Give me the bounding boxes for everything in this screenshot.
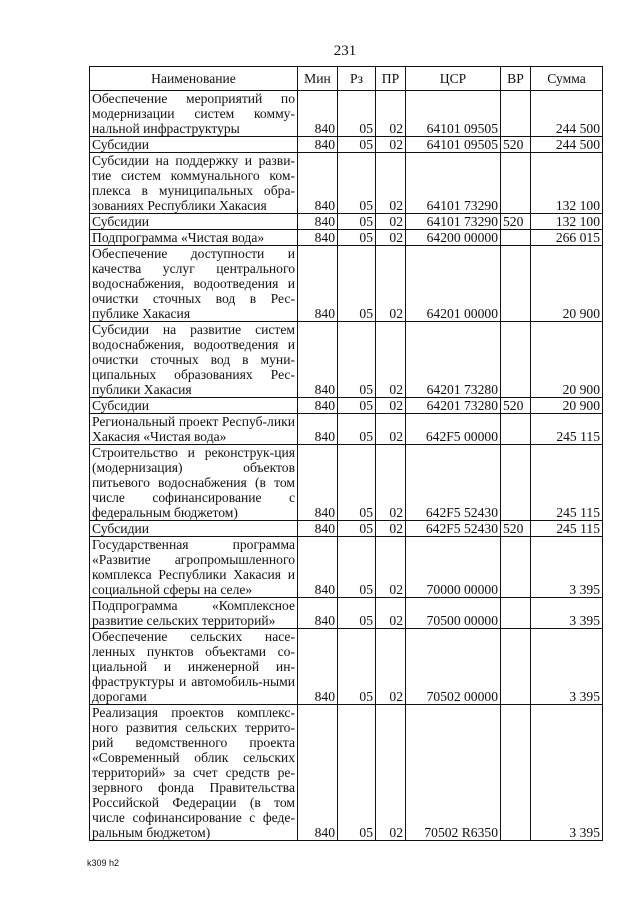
table-row — [90, 705, 603, 841]
row-sum: 3 395 — [531, 598, 603, 629]
row-csr: 642F5 52430 — [406, 521, 501, 537]
row-pr: 02 — [376, 705, 406, 841]
header-min: Мин — [298, 67, 338, 91]
header-csr: ЦСР — [406, 67, 501, 91]
table-row — [90, 598, 603, 629]
row-vr: 520 — [501, 398, 531, 414]
row-vr — [501, 629, 531, 705]
row-min: 840 — [298, 322, 338, 398]
row-sum: 245 115 — [531, 445, 603, 521]
table-row — [90, 537, 603, 598]
row-csr: 70500 00000 — [406, 598, 501, 629]
row-vr — [501, 153, 531, 214]
table-row — [90, 246, 603, 322]
row-rz: 05 — [338, 537, 376, 598]
table-row — [90, 414, 603, 445]
row-sum: 20 900 — [531, 398, 603, 414]
row-vr: 520 — [501, 521, 531, 537]
row-vr — [501, 705, 531, 841]
row-min: 840 — [298, 214, 338, 230]
row-pr: 02 — [376, 414, 406, 445]
row-rz: 05 — [338, 91, 376, 137]
row-min: 840 — [298, 537, 338, 598]
header-vr: ВР — [501, 67, 531, 91]
row-vr — [501, 322, 531, 398]
row-pr: 02 — [376, 629, 406, 705]
row-sum: 244 500 — [531, 91, 603, 137]
row-min: 840 — [298, 521, 338, 537]
row-name: Обеспечение доступности и качества услуг центрального водоснабжения, водоотведения и очистки сточных вод в Рес-публике Хакасия — [90, 246, 298, 322]
row-csr: 64201 00000 — [406, 246, 501, 322]
row-csr: 64101 73290 — [406, 153, 501, 214]
row-rz: 05 — [338, 214, 376, 230]
row-vr — [501, 91, 531, 137]
row-rz: 05 — [338, 137, 376, 153]
table-row — [90, 230, 603, 246]
table-row — [90, 629, 603, 705]
row-name: Подпрограмма «Чистая вода» — [90, 230, 298, 246]
row-min: 840 — [298, 246, 338, 322]
row-rz: 05 — [338, 322, 376, 398]
row-vr: 520 — [501, 214, 531, 230]
row-min: 840 — [298, 153, 338, 214]
row-rz: 05 — [338, 246, 376, 322]
row-csr: 642F5 00000 — [406, 414, 501, 445]
row-csr: 64200 00000 — [406, 230, 501, 246]
row-csr: 64201 73280 — [406, 322, 501, 398]
row-vr — [501, 445, 531, 521]
row-pr: 02 — [376, 91, 406, 137]
row-csr: 70502 R6350 — [406, 705, 501, 841]
table-row — [90, 322, 603, 398]
row-vr — [501, 598, 531, 629]
row-rz: 05 — [338, 629, 376, 705]
row-min: 840 — [298, 598, 338, 629]
table-row — [90, 521, 603, 537]
row-min: 840 — [298, 414, 338, 445]
row-name: Субсидии на развитие систем водоснабжения, водоотведения и очистки сточных вод в муни-ципальных образованиях Рес-публики Хакасия — [90, 322, 298, 398]
row-sum: 266 015 — [531, 230, 603, 246]
row-pr: 02 — [376, 214, 406, 230]
row-sum: 132 100 — [531, 214, 603, 230]
row-rz: 05 — [338, 521, 376, 537]
row-csr: 64101 09505 — [406, 137, 501, 153]
row-csr: 642F5 52430 — [406, 445, 501, 521]
row-name: Субсидии — [90, 398, 298, 414]
row-vr — [501, 537, 531, 598]
budget-table — [89, 66, 603, 841]
row-sum: 3 395 — [531, 629, 603, 705]
row-csr: 64101 09505 — [406, 91, 501, 137]
row-name: Субсидии на поддержку и разви-тие систем коммунального ком-плекса в муниципальных обра-зованиях Республики Хакасия — [90, 153, 298, 214]
table-row — [90, 137, 603, 153]
row-pr: 02 — [376, 322, 406, 398]
row-name: Субсидии — [90, 214, 298, 230]
row-name: Реализация проектов комплекс-ного развития сельских террито-рий ведомственного проекта «Современный облик сельских территорий» за счет средств ре-зервного фонда Правительства Российской Федерации (в том числе софинансирование с феде-ральным бюджетом) — [90, 705, 298, 841]
row-sum: 244 500 — [531, 137, 603, 153]
row-csr: 70000 00000 — [406, 537, 501, 598]
row-min: 840 — [298, 230, 338, 246]
table-row — [90, 214, 603, 230]
row-name: Субсидии — [90, 521, 298, 537]
header-sum: Сумма — [531, 67, 603, 91]
row-min: 840 — [298, 137, 338, 153]
row-csr: 70502 00000 — [406, 629, 501, 705]
row-rz: 05 — [338, 414, 376, 445]
row-sum: 132 100 — [531, 153, 603, 214]
row-min: 840 — [298, 91, 338, 137]
row-name: Обеспечение сельских насе-ленных пунктов объектами со-циальной и инженерной ин-фраструктуры и автомобиль-ными дорогами — [90, 629, 298, 705]
table-row — [90, 153, 603, 214]
row-pr: 02 — [376, 537, 406, 598]
row-name: Региональный проект Респуб-лики Хакасия «Чистая вода» — [90, 414, 298, 445]
table-row — [90, 91, 603, 137]
row-name: Обеспечение мероприятий по модернизации систем комму-нальной инфраструктуры — [90, 91, 298, 137]
row-sum: 245 115 — [531, 414, 603, 445]
row-pr: 02 — [376, 445, 406, 521]
table-header-row — [90, 67, 603, 91]
row-min: 840 — [298, 629, 338, 705]
row-name: Подпрограмма «Комплексное развитие сельских территорий» — [90, 598, 298, 629]
document-code: k309 h2 — [87, 858, 120, 868]
row-vr — [501, 414, 531, 445]
row-rz: 05 — [338, 230, 376, 246]
row-pr: 02 — [376, 246, 406, 322]
row-pr: 02 — [376, 230, 406, 246]
table-row — [90, 398, 603, 414]
row-csr: 64101 73290 — [406, 214, 501, 230]
header-pr: ПР — [376, 67, 406, 91]
row-name: Субсидии — [90, 137, 298, 153]
row-rz: 05 — [338, 598, 376, 629]
row-vr — [501, 230, 531, 246]
row-name: Строительство и реконструк-ция (модернизация) объектов питьевого водоснабжения (в том числе софинансирование с федеральным бюджетом) — [90, 445, 298, 521]
row-vr — [501, 246, 531, 322]
row-pr: 02 — [376, 521, 406, 537]
table-row — [90, 445, 603, 521]
row-sum: 20 900 — [531, 246, 603, 322]
row-rz: 05 — [338, 398, 376, 414]
row-min: 840 — [298, 398, 338, 414]
row-name: Государственная программа «Развитие агропромышленного комплекса Республики Хакасия и социальной сферы на селе» — [90, 537, 298, 598]
header-name: Наименование — [90, 67, 298, 91]
header-rz: Рз — [338, 67, 376, 91]
row-pr: 02 — [376, 137, 406, 153]
row-pr: 02 — [376, 598, 406, 629]
row-pr: 02 — [376, 153, 406, 214]
row-rz: 05 — [338, 705, 376, 841]
row-rz: 05 — [338, 153, 376, 214]
row-vr: 520 — [501, 137, 531, 153]
row-sum: 245 115 — [531, 521, 603, 537]
row-min: 840 — [298, 445, 338, 521]
row-rz: 05 — [338, 445, 376, 521]
row-min: 840 — [298, 705, 338, 841]
page-number: 231 — [333, 43, 357, 59]
row-sum: 3 395 — [531, 537, 603, 598]
row-csr: 64201 73280 — [406, 398, 501, 414]
row-sum: 20 900 — [531, 322, 603, 398]
row-pr: 02 — [376, 398, 406, 414]
row-sum: 3 395 — [531, 705, 603, 841]
